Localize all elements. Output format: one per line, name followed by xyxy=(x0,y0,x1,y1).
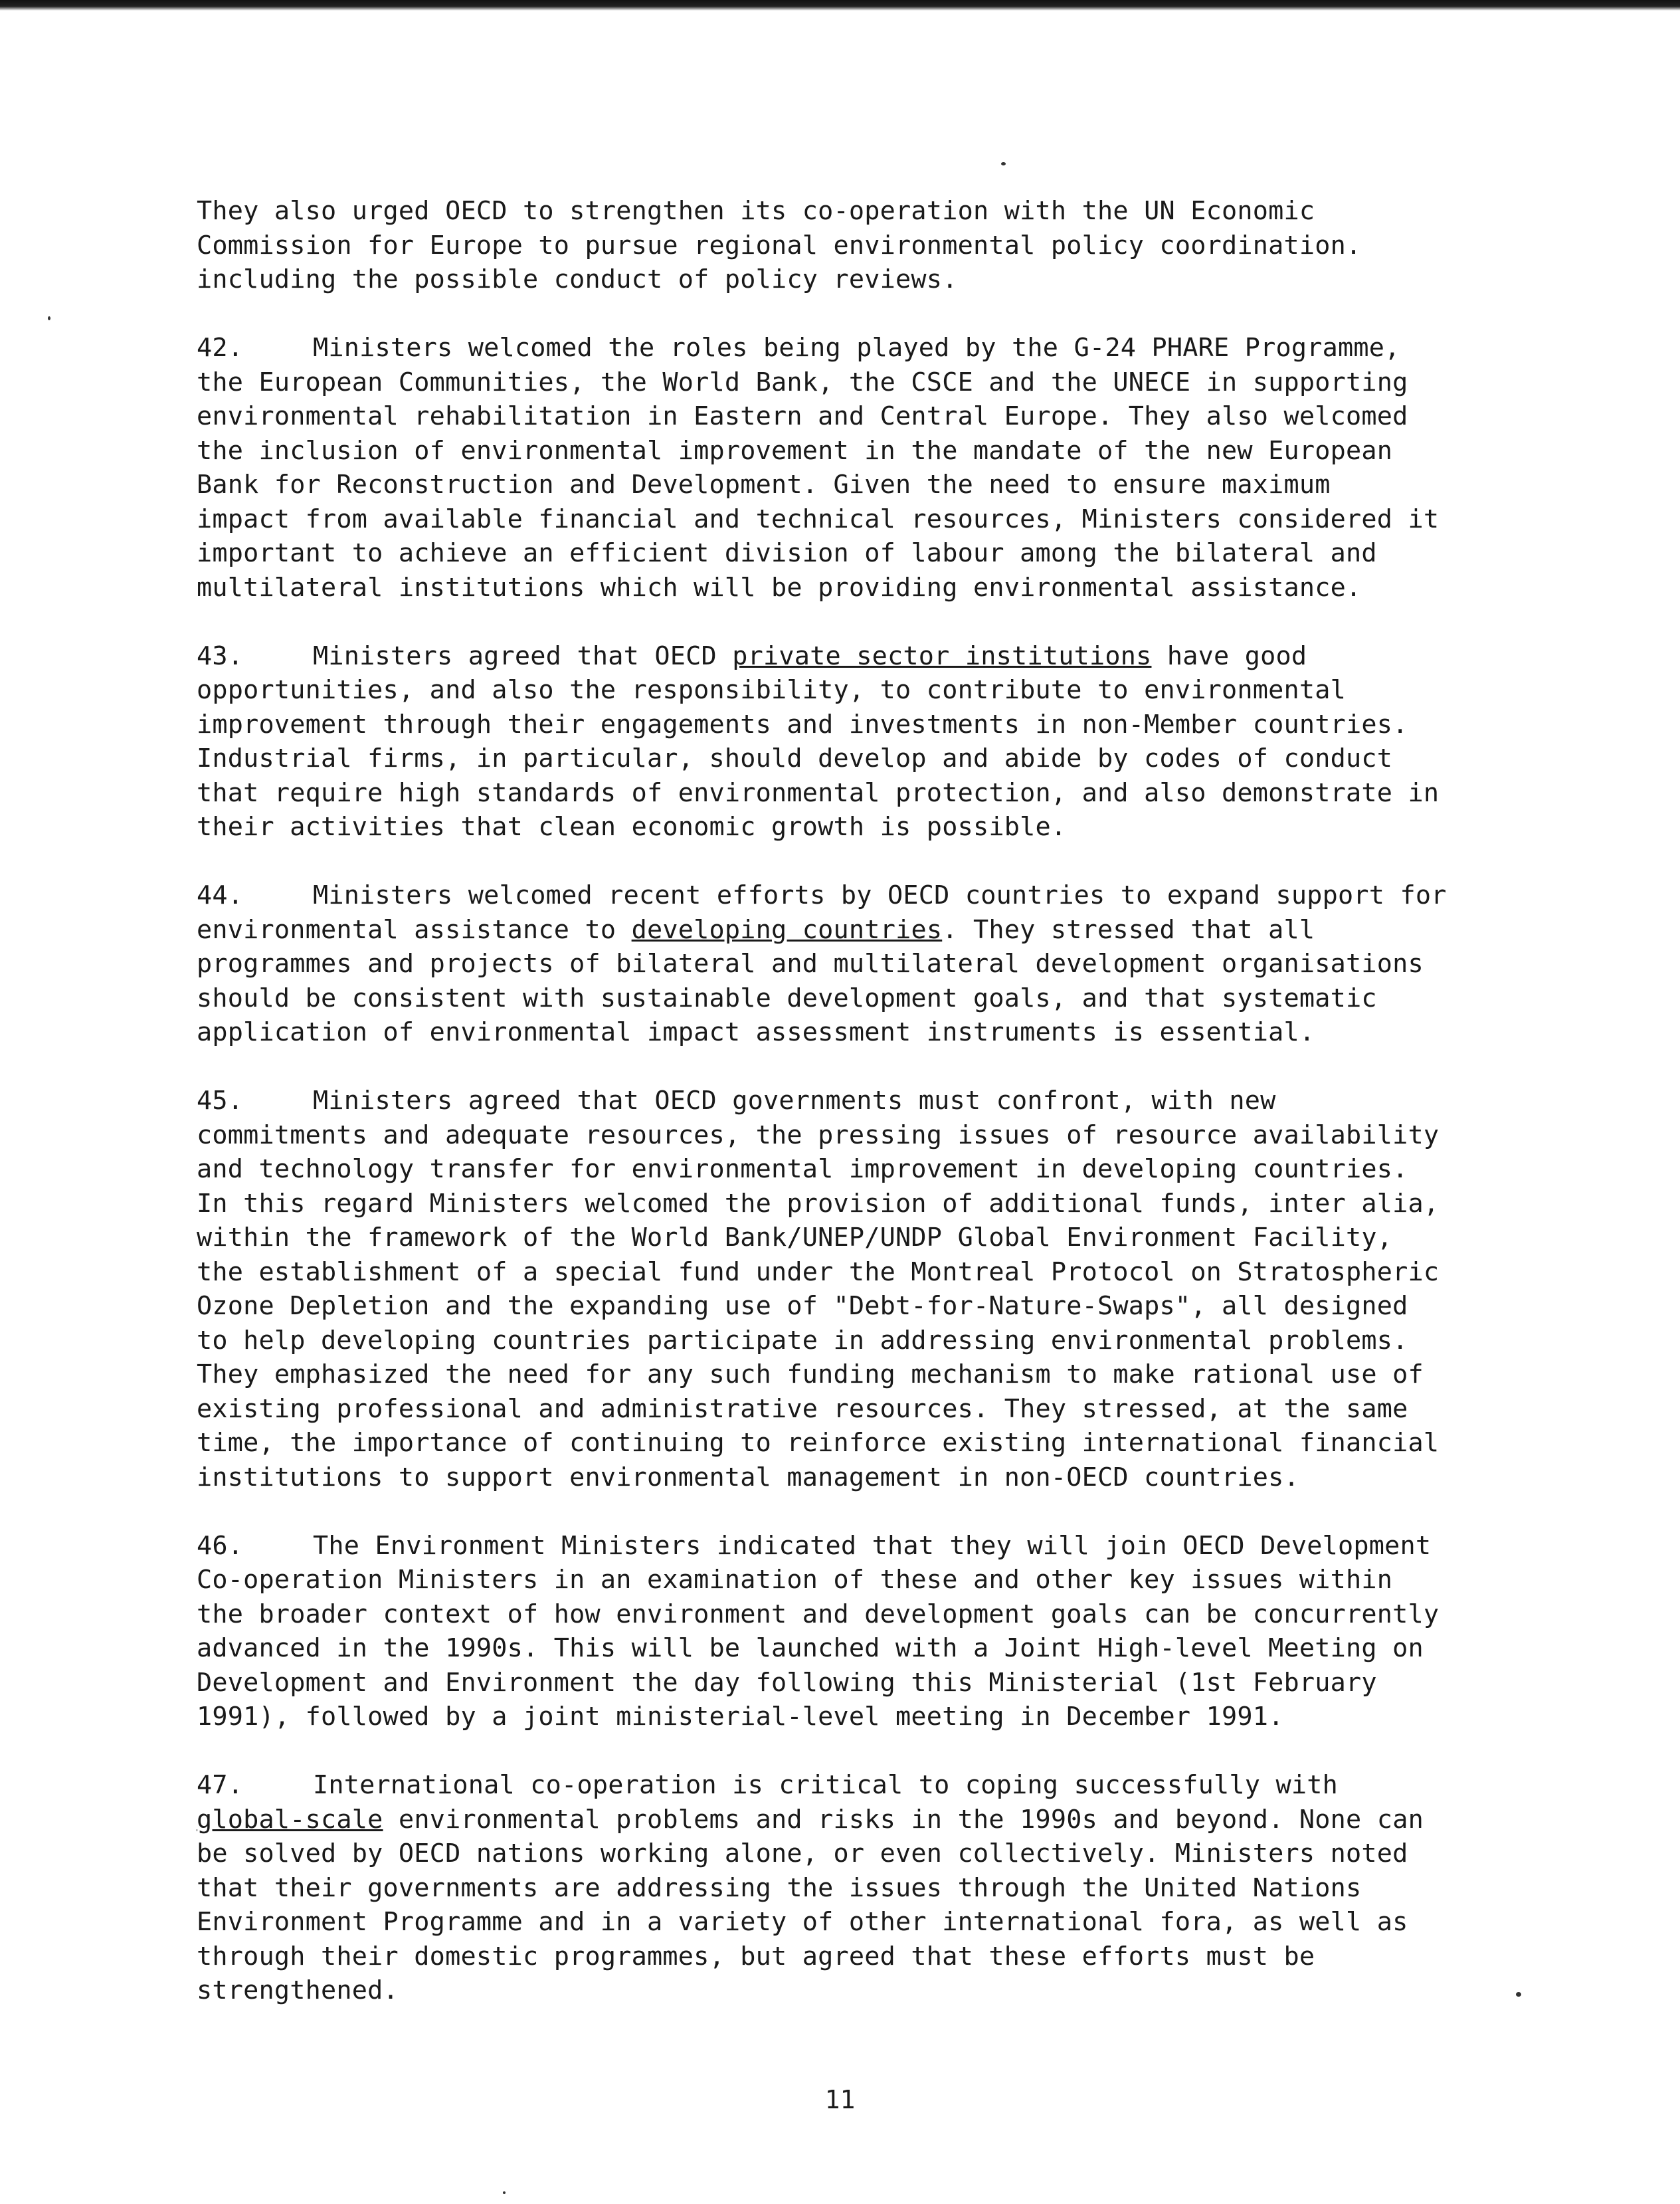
scan-speck xyxy=(1001,162,1006,165)
document-body xyxy=(197,194,1539,2042)
page-number: 11 xyxy=(824,2085,856,2114)
paragraph-number: 47. xyxy=(197,1770,244,1800)
paragraph-text: Ministers agreed that OECD xyxy=(313,641,733,671)
scan-speck xyxy=(48,316,50,320)
scan-speck xyxy=(503,2191,506,2194)
paragraph-43 xyxy=(197,639,1539,845)
paragraph-text: Ministers agreed that OECD governments must confront, with new commitments and adequate resources, the pressing issues of resource availability and technology transfer for environmental improvement in developing countries. In this regard Ministers welcomed the provision of additional funds, inter alia, within the framework of the World Bank/UNEP/UNDP Global Environment Facility, the establishment of a special fund under the Montreal Protocol on Stratospheric Ozone Depletion and the expanding use of "Debt-for-Nature-Swaps", all designed to help developing countries participate in addressing environmental problems. They emphasized the need for any such funding mechanism to make rational use of existing professional and administrative resources. They stressed, at the same time, the importance of continuing to reinforce existing international financial institutions to support environmental management in non-OECD countries. xyxy=(197,1086,1440,1492)
scan-top-edge xyxy=(0,0,1680,11)
paragraph-number: 46. xyxy=(197,1530,244,1561)
paragraph-text-continued: . They stressed that all programmes and projects of bilateral and multilateral development organisations should be consistent with sustainable development goals, and that systematic application of environmental impact assessment instruments is essential. xyxy=(197,914,1424,1047)
paragraph-text: International co-operation is critical to coping successfully with xyxy=(313,1770,1339,1800)
underlined-phrase: private sector institutions xyxy=(732,641,1152,671)
paragraph-number: 45. xyxy=(197,1086,244,1116)
intro-paragraph: They also urged OECD to strengthen its co-operation with the UN Economic Commission for Europe to pursue regional environmental policy coordination. including the possible conduct of policy reviews. xyxy=(197,196,1362,294)
paragraph-46 xyxy=(197,1529,1539,1734)
paragraph-number: 42. xyxy=(197,333,244,363)
paragraph-text: Ministers welcomed recent efforts by OECD countries to expand support for environmental assistance to xyxy=(197,880,1447,945)
paragraph-number: 43. xyxy=(197,641,244,671)
underlined-phrase: global-scale xyxy=(197,1804,383,1835)
paragraph-text: Ministers welcomed the roles being played by the G-24 PHARE Programme, the European Communities, the World Bank, the CSCE and the UNECE in supporting environmental rehabilitation in Eastern and Central Europe. They also welcomed the inclusion of environmental improvement in the mandate of the new European Bank for Reconstruction and Development. Given the need to ensure maximum impact from available financial and technical resources, Ministers considered it important to achieve an efficient division of labour among the bilateral and multilateral institutions which will be providing environmental assistance. xyxy=(197,333,1440,603)
paragraph-45 xyxy=(197,1084,1539,1494)
paragraph-text: The Environment Ministers indicated that they will join OECD Development Co-operation Ministers in an examination of these and other key issues within the broader context of how environment and development goals can be concurrently advanced in the 1990s. This will be launched with a Joint High-level Meeting on Development and Environment the day following this Ministerial (1st February 1991), followed by a joint ministerial-level meeting in December 1991. xyxy=(197,1530,1440,1732)
paragraph-text-continued: have good opportunities, and also the responsibility, to contribute to environmental improvement through their engagements and investments in non-Member countries. Industrial firms, in particular, should develop and abide by codes of conduct that require high standards of environmental protection, and also demonstrate in their activities that clean economic growth is possible. xyxy=(197,641,1440,842)
underlined-phrase: developing countries xyxy=(631,914,943,945)
scan-speck xyxy=(1516,1992,1521,1997)
paragraph-text-continued: environmental problems and risks in the 1990s and beyond. None can be solved by OECD nations working alone, or even collectively. Ministers noted that their governments are addressing the issues through the United Nations Environment Programme and in a variety of other international fora, as well as through their domestic programmes, but agreed that these efforts must be strengthened. xyxy=(197,1804,1424,2005)
paragraph-number: 44. xyxy=(197,880,244,910)
paragraph-47 xyxy=(197,1768,1539,2008)
paragraph-44 xyxy=(197,878,1539,1050)
paragraph-42 xyxy=(197,331,1539,605)
